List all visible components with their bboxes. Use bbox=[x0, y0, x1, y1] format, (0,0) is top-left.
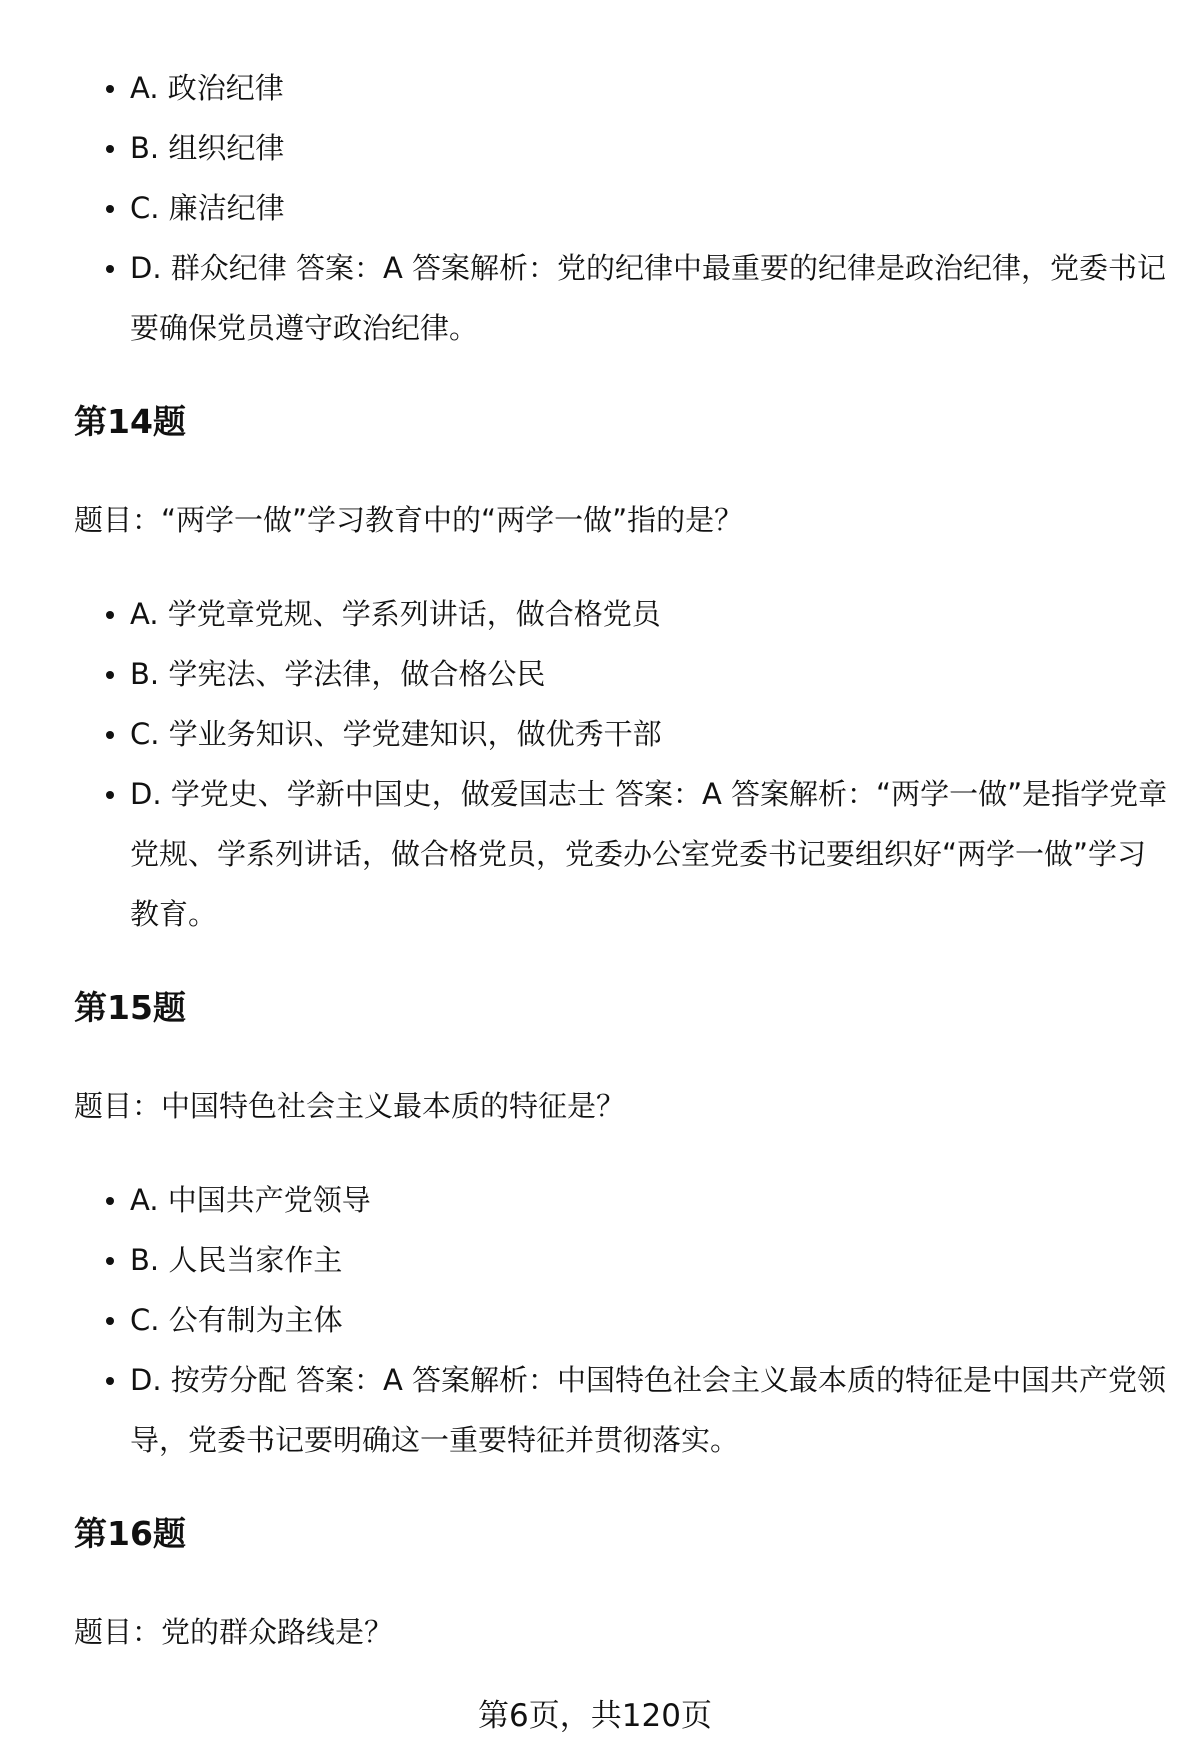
q14-option-c: C. 学业务知识、学党建知识，做优秀干部 bbox=[74, 704, 1174, 764]
q14-option-b: B. 学宪法、学法律，做合格公民 bbox=[74, 644, 1174, 704]
q15-option-a: A. 中国共产党领导 bbox=[74, 1170, 1174, 1230]
q13-option-c: C. 廉洁纪律 bbox=[74, 178, 1174, 238]
q15-title: 第15题 bbox=[74, 988, 186, 1027]
q13-option-a: A. 政治纪律 bbox=[74, 58, 1174, 118]
q14-title: 第14题 bbox=[74, 402, 186, 441]
q16-question: 题目：党的群众路线是？ bbox=[74, 1615, 394, 1649]
q13-options bbox=[74, 58, 1174, 358]
q16-title: 第16题 bbox=[74, 1514, 186, 1553]
q14-option-a: A. 学党章党规、学系列讲话，做合格党员 bbox=[74, 584, 1174, 644]
q15-question: 题目：中国特色社会主义最本质的特征是？ bbox=[74, 1089, 626, 1123]
q14-options bbox=[74, 584, 1174, 944]
q13-option-b: B. 组织纪律 bbox=[74, 118, 1174, 178]
q15-option-c: C. 公有制为主体 bbox=[74, 1290, 1174, 1350]
q14-option-d: D. 学党史、学新中国史，做爱国志士 答案：A 答案解析：“两学一做”是指学党章党规、学系列讲话，做合格党员，党委办公室党委书记要组织好“两学一做”学习教育。 bbox=[74, 764, 1174, 944]
q15-options bbox=[74, 1170, 1174, 1470]
q15-option-d: D. 按劳分配 答案：A 答案解析：中国特色社会主义最本质的特征是中国共产党领导，党委书记要明确这一重要特征并贯彻落实。 bbox=[74, 1350, 1174, 1470]
q13-option-d: D. 群众纪律 答案：A 答案解析：党的纪律中最重要的纪律是政治纪律，党委书记要确保党员遵守政治纪律。 bbox=[74, 238, 1174, 358]
q14-question: 题目：“两学一做”学习教育中的“两学一做”指的是？ bbox=[74, 503, 744, 537]
page-number: 第6页，共120页 bbox=[478, 1698, 712, 1734]
page-content bbox=[74, 58, 1174, 1656]
q15-option-b: B. 人民当家作主 bbox=[74, 1230, 1174, 1290]
